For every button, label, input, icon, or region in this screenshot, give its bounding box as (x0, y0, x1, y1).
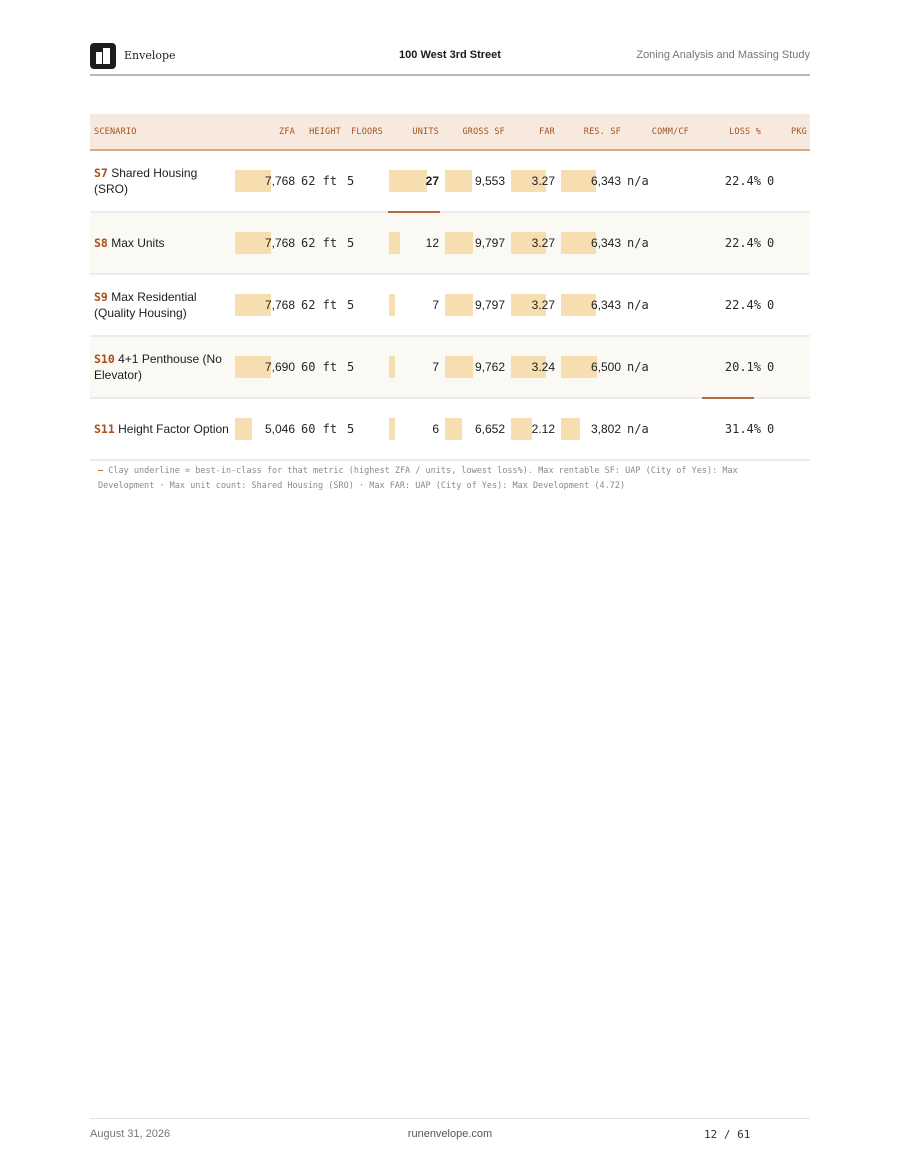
table-row (90, 212, 810, 274)
gross-sf-value: 9,797 (474, 236, 505, 250)
units-value: 7 (432, 360, 439, 374)
pkg-value: 0 (767, 236, 775, 250)
units-bar (389, 356, 395, 378)
column-header-loss: LOSS % (729, 126, 761, 137)
zfa-value: 7,690 (264, 360, 295, 374)
scenario-name: Height Factor Option (118, 422, 229, 436)
footnote-text: Clay underline = best-in-class for that metric (highest ZFA / units, lowest loss%). Max rentable SF: UAP (City of Yes): Max Development · Max unit count: Shared Housing (SRO) · Max FAR: UAP (City of Yes): Max Development (4.72) (98, 466, 738, 491)
comm-cf-value: n/a (627, 360, 649, 374)
units-value: 12 (425, 236, 439, 250)
column-header-scenario: SCENARIO (94, 126, 137, 137)
scenario-name: Shared Housing (SRO) (94, 166, 198, 196)
units-bar (389, 232, 400, 254)
zfa-cell (232, 150, 298, 212)
gross-sf-value: 6,652 (474, 422, 505, 436)
column-header-floors: FLOORS (351, 126, 383, 137)
clay-underline-swatch-icon: — (98, 466, 104, 476)
units-cell (386, 336, 442, 398)
res-sf-value: 6,343 (590, 236, 621, 250)
units-value: 6 (432, 422, 439, 436)
scenario-id: S8 (94, 236, 108, 250)
floors-value: 5 (347, 174, 355, 188)
zfa-value: 7,768 (264, 236, 295, 250)
pkg-value: 0 (767, 422, 775, 436)
footer-url: runenvelope.com (407, 1128, 493, 1140)
gross-sf-cell (442, 150, 508, 212)
gross-sf-cell (442, 336, 508, 398)
zfa-value: 5,046 (264, 422, 295, 436)
res-sf-value: 3,802 (590, 422, 621, 436)
column-header-pkg: PKG (791, 126, 807, 137)
scenario-name: Max Units (111, 236, 165, 250)
height-value: 62 ft (301, 298, 338, 312)
document-address: 100 West 3rd Street (399, 49, 501, 61)
res-sf-cell (558, 212, 624, 274)
scenario-cell (90, 336, 232, 398)
column-header-res-sf: RES. SF (583, 126, 621, 137)
table-row (90, 336, 810, 398)
brand-name: Envelope (124, 49, 176, 62)
gross-sf-bar (445, 418, 462, 440)
height-value: 62 ft (301, 174, 338, 188)
res-sf-cell (558, 150, 624, 212)
res-sf-bar (561, 418, 580, 440)
table-row (90, 398, 810, 460)
units-bar (389, 418, 395, 440)
pkg-value: 0 (767, 298, 775, 312)
res-sf-value: 6,343 (590, 174, 621, 188)
height-value: 60 ft (301, 360, 338, 374)
res-sf-value: 6,500 (590, 360, 621, 374)
scenario-name: Max Residential (Quality Housing) (94, 290, 197, 320)
floors-value: 5 (347, 298, 355, 312)
scenario-name: 4+1 Penthouse (No Elevator) (94, 352, 222, 382)
units-cell (386, 150, 442, 212)
column-header-height: HEIGHT (309, 126, 341, 137)
table-row (90, 150, 810, 212)
units-value: 27 (425, 174, 439, 188)
comm-cf-value: n/a (627, 174, 649, 188)
height-value: 62 ft (301, 236, 338, 250)
res-sf-cell (558, 398, 624, 460)
scenario-id: S10 (94, 352, 115, 366)
scenario-cell (90, 274, 232, 336)
far-value: 3.27 (531, 298, 555, 312)
pkg-value: 0 (767, 360, 775, 374)
res-sf-value: 6,343 (590, 298, 621, 312)
gross-sf-value: 9,553 (474, 174, 505, 188)
scenario-cell (90, 212, 232, 274)
units-bar (389, 294, 395, 316)
document-subject: Zoning Analysis and Massing Study (636, 49, 810, 61)
page-footer (90, 1118, 810, 1148)
column-header-far: FAR (539, 126, 555, 137)
units-cell (386, 274, 442, 336)
scenario-cell (90, 398, 232, 460)
floors-value: 5 (347, 422, 355, 436)
gross-sf-value: 9,762 (474, 360, 505, 374)
column-header-gross-sf: GROSS SF (462, 126, 505, 137)
floors-value: 5 (347, 360, 355, 374)
zfa-cell (232, 212, 298, 274)
scenario-id: S7 (94, 166, 108, 180)
far-cell (508, 336, 558, 398)
page-number: 12 / 61 (704, 1128, 751, 1141)
gross-sf-bar (445, 232, 473, 254)
scenario-id: S9 (94, 290, 108, 304)
far-bar (511, 418, 532, 440)
units-bar (389, 170, 427, 192)
footer-date: August 31, 2026 (90, 1128, 171, 1140)
res-sf-cell (558, 274, 624, 336)
far-value: 3.24 (531, 360, 555, 374)
gross-sf-value: 9,797 (474, 298, 505, 312)
comm-cf-value: n/a (627, 298, 649, 312)
gross-sf-bar (445, 356, 473, 378)
far-value: 3.27 (531, 174, 555, 188)
gross-sf-bar (445, 294, 473, 316)
gross-sf-bar (445, 170, 472, 192)
gross-sf-cell (442, 274, 508, 336)
zfa-cell (232, 336, 298, 398)
scenario-comparison-table (90, 114, 810, 461)
far-value: 2.12 (531, 422, 555, 436)
loss-value: 22.4% (724, 298, 761, 312)
units-cell (386, 212, 442, 274)
floors-value: 5 (347, 236, 355, 250)
table-footnote (98, 464, 798, 494)
far-cell (508, 150, 558, 212)
zfa-value: 7,768 (264, 174, 295, 188)
pkg-value: 0 (767, 174, 775, 188)
far-cell (508, 398, 558, 460)
scenario-cell (90, 150, 232, 212)
zfa-cell (232, 274, 298, 336)
res-sf-cell (558, 336, 624, 398)
comm-cf-value: n/a (627, 236, 649, 250)
gross-sf-cell (442, 212, 508, 274)
column-header-units: UNITS (412, 126, 439, 137)
loss-value: 22.4% (724, 236, 761, 250)
far-cell (508, 212, 558, 274)
zfa-value: 7,768 (264, 298, 295, 312)
page-header (90, 40, 810, 76)
height-value: 60 ft (301, 422, 338, 436)
table-row (90, 274, 810, 336)
zfa-cell (232, 398, 298, 460)
comm-cf-value: n/a (627, 422, 649, 436)
zfa-bar (235, 418, 252, 440)
loss-cell (692, 336, 764, 398)
units-value: 7 (432, 298, 439, 312)
loss-value: 20.1% (724, 360, 761, 374)
loss-value: 31.4% (724, 422, 761, 436)
column-header-comm-cf: COMM/CF (651, 126, 689, 137)
column-header-zfa: ZFA (279, 126, 295, 137)
far-value: 3.27 (531, 236, 555, 250)
table-header-row (90, 114, 810, 150)
far-cell (508, 274, 558, 336)
scenario-id: S11 (94, 422, 115, 436)
units-cell (386, 398, 442, 460)
gross-sf-cell (442, 398, 508, 460)
loss-value: 22.4% (724, 174, 761, 188)
